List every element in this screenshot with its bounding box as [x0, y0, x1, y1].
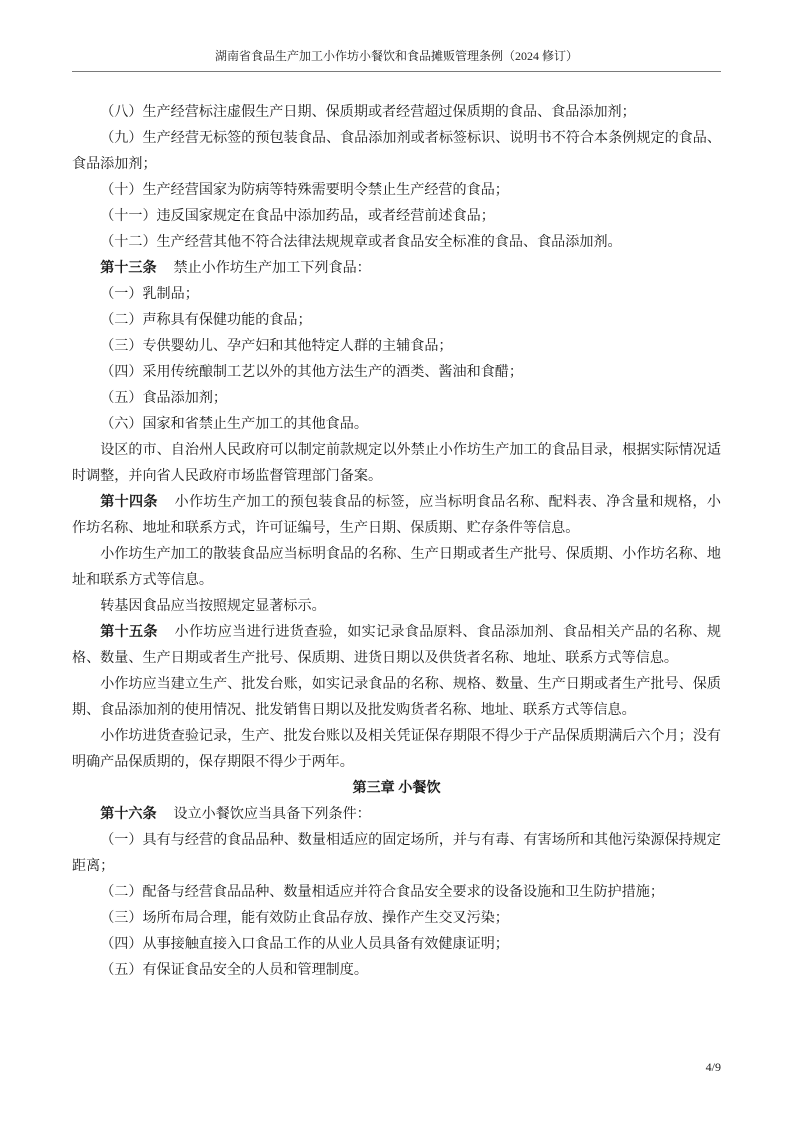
- paragraph: （二）声称具有保健功能的食品；: [100, 312, 312, 328]
- paragraph: （一）乳制品；: [100, 286, 199, 302]
- header-title: 湖南省食品生产加工小作坊小餐饮和食品摊贩管理条例（2024 修订）: [214, 49, 578, 63]
- paragraph: （一）具有与经营的食品品种、数量相适应的固定场所，并与有毒、有害场所和其他污染源保持规定距离；: [72, 832, 721, 874]
- page-number: 4/9: [705, 1060, 721, 1074]
- paragraph: （四）采用传统酿制工艺以外的其他方法生产的酒类、酱油和食醋；: [100, 364, 523, 380]
- paragraph: 小作坊进货查验记录，生产、批发台账以及相关凭证保存期限不得少于产品保质期满后六个月；没有明确产品保质期的，保存期限不得少于两年。: [72, 728, 721, 770]
- paragraph: （六）国家和省禁止生产加工的其他食品。: [100, 416, 368, 432]
- paragraph: （五）有保证食品安全的人员和管理制度。: [100, 962, 368, 978]
- paragraph: 小作坊应当建立生产、批发台账，如实记录食品的名称、规格、数量、生产日期或者生产批号、保质期、食品添加剂的使用情况、批发销售日期以及批发购货者名称、地址、联系方式等信息。: [72, 676, 721, 718]
- paragraph: （十）生产经营国家为防病等特殊需要明令禁止生产经营的食品；: [100, 182, 509, 198]
- paragraph-article-16: [72, 801, 721, 827]
- article-number: 第十四条: [100, 494, 158, 510]
- paragraph: （十二）生产经营其他不符合法律法规规章或者食品安全标准的食品、食品添加剂。: [100, 234, 622, 250]
- paragraph: （三）场所布局合理，能有效防止食品存放、操作产生交叉污染；: [100, 910, 509, 926]
- paragraph-text: 小作坊生产加工的预包装食品的标签，应当标明食品名称、配料表、净含量和规格，小作坊名称、地址和联系方式，许可证编号，生产日期、保质期、贮存条件等信息。: [72, 494, 722, 536]
- paragraph: （四）从事接触直接入口食品工作的从业人员具备有效健康证明；: [100, 936, 509, 952]
- paragraph-text: 小作坊应当进行进货查验，如实记录食品原料、食品添加剂、食品相关产品的名称、规格、数量、生产日期或者生产批号、保质期、进货日期以及供货者名称、地址、联系方式等信息。: [72, 624, 722, 666]
- paragraph-text: 禁止小作坊生产加工下列食品：: [173, 260, 371, 276]
- chapter-heading: 第三章 小餐饮: [352, 780, 441, 796]
- page-footer: [72, 1059, 721, 1075]
- paragraph: （五）食品添加剂；: [100, 390, 228, 406]
- article-number: 第十五条: [100, 624, 158, 640]
- paragraph-article-13: [72, 255, 721, 281]
- paragraph-text: 设立小餐饮应当具备下列条件：: [173, 806, 371, 822]
- paragraph: （八）生产经营标注虚假生产日期、保质期或者经营超过保质期的食品、食品添加剂；: [100, 104, 636, 120]
- paragraph: 转基因食品应当按照规定显著标示。: [100, 598, 326, 614]
- paragraph: （三）专供婴幼儿、孕产妇和其他特定人群的主辅食品；: [100, 338, 453, 354]
- paragraph: 设区的市、自治州人民政府可以制定前款规定以外禁止小作坊生产加工的食品目录，根据实际情况适时调整，并向省人民政府市场监督管理部门备案。: [72, 442, 721, 484]
- paragraph-article-15: [72, 619, 721, 671]
- document-body: [72, 99, 721, 983]
- paragraph-article-14: [72, 489, 721, 541]
- paragraph: （九）生产经营无标签的预包装食品、食品添加剂或者标签标识、说明书不符合本条例规定的食品、食品添加剂；: [72, 130, 721, 172]
- page-header: [72, 48, 721, 72]
- article-number: 第十六条: [100, 806, 157, 822]
- article-number: 第十三条: [100, 260, 157, 276]
- paragraph: （二）配备与经营食品品种、数量相适应并符合食品安全要求的设备设施和卫生防护措施；: [100, 884, 664, 900]
- paragraph: （十一）违反国家规定在食品中添加药品，或者经营前述食品；: [100, 208, 495, 224]
- paragraph: 小作坊生产加工的散装食品应当标明食品的名称、生产日期或者生产批号、保质期、小作坊名称、地址和联系方式等信息。: [72, 546, 721, 588]
